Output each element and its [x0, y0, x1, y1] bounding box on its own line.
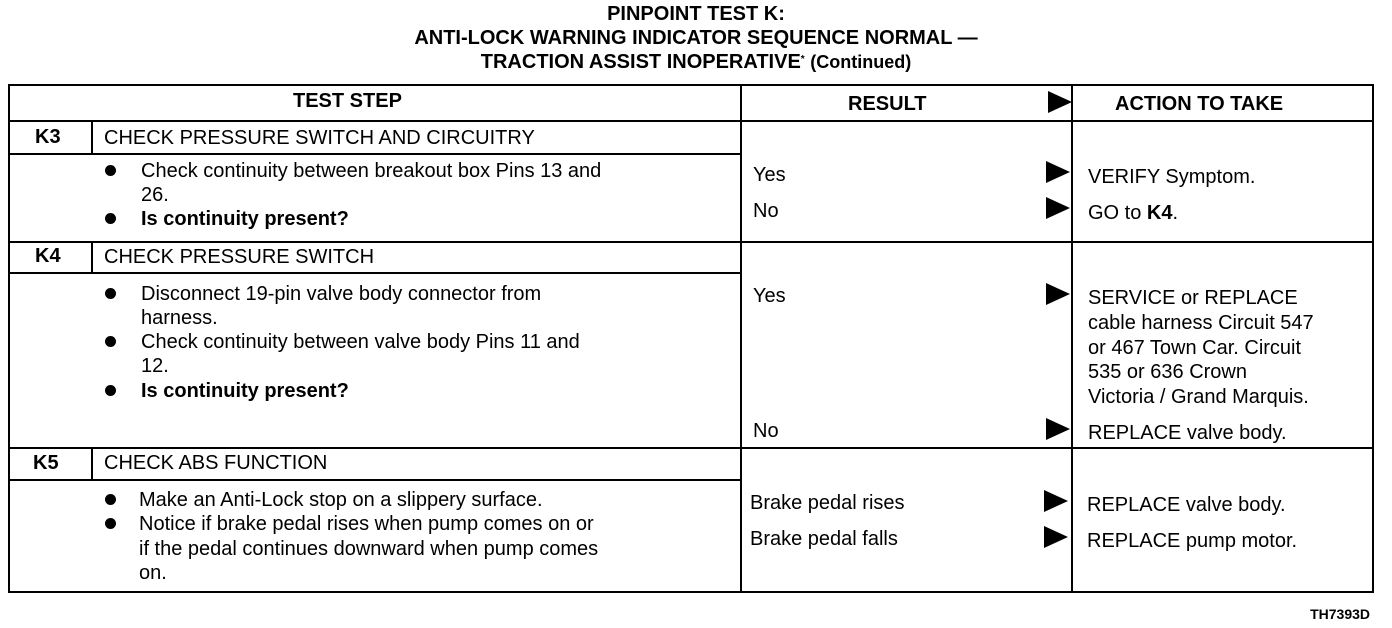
table-top-border: [8, 84, 1374, 86]
title-line-2: ANTI-LOCK WARNING INDICATOR SEQUENCE NORMAL —: [414, 27, 978, 49]
k3-no-arrow-icon: [1046, 197, 1070, 219]
k4-action-yes-line-5: Victoria / Grand Marquis.: [1088, 386, 1309, 408]
k4-title-line: [8, 272, 742, 274]
bullet-icon: [105, 213, 116, 224]
step-code-k4: K4: [35, 245, 61, 267]
k3-action-no-suffix: .: [1172, 202, 1179, 224]
k4-action-yes-line-2: cable harness Circuit 547: [1088, 312, 1314, 334]
k4-no-arrow-icon: [1046, 418, 1070, 440]
title-line-1: PINPOINT TEST K:: [607, 3, 785, 25]
k4-action-yes-line-4: 535 or 636 Crown: [1088, 361, 1247, 383]
k3-code-sep: [91, 120, 93, 155]
bullet-icon: [105, 518, 116, 529]
table-left-border: [8, 84, 10, 593]
k3-result-yes: Yes: [753, 164, 786, 186]
header-result: RESULT: [848, 93, 927, 115]
k5-bullet-2-line-1: Notice if brake pedal rises when pump comes on or: [139, 513, 594, 535]
k3-action-no-prefix: GO to: [1088, 202, 1147, 224]
col-sep-result-action: [1071, 84, 1073, 593]
k4-bullet-3: Is continuity present?: [141, 380, 349, 402]
table-bottom-border: [8, 591, 1374, 593]
title-line-3-main: TRACTION ASSIST INOPERATIVE: [480, 51, 801, 73]
step-code-k3: K3: [35, 126, 61, 148]
bullet-icon: [105, 385, 116, 396]
bullet-icon: [105, 288, 116, 299]
k5-falls-arrow-icon: [1044, 526, 1068, 548]
k3-action-yes: VERIFY Symptom.: [1088, 166, 1256, 188]
k4-bullet-2-line-1: Check continuity between valve body Pins 11 and: [141, 331, 580, 353]
step-code-k5: K5: [33, 452, 59, 474]
col-sep-step-result: [740, 84, 742, 593]
bullet-icon: [105, 494, 116, 505]
k4-yes-arrow-icon: [1046, 283, 1070, 305]
k4-code-sep: [91, 241, 93, 274]
k4-action-no: REPLACE valve body.: [1088, 422, 1287, 444]
k3-result-no: No: [753, 200, 779, 222]
k5-top-line: [8, 447, 1374, 449]
k4-action-yes-line-3: or 467 Town Car. Circuit: [1088, 337, 1302, 359]
k5-action-rises: REPLACE valve body.: [1087, 494, 1286, 516]
k5-bullet-2-line-2: if the pedal continues downward when pump comes: [139, 538, 599, 560]
k3-bullet-2: Is continuity present?: [141, 208, 349, 230]
k5-bullet-2-line-3: on.: [139, 562, 167, 584]
title-line-3: [0, 50, 1392, 74]
k5-result-falls: Brake pedal falls: [750, 528, 898, 550]
k3-bullet-1-line-1: Check continuity between breakout box Pins 13 and: [141, 160, 602, 182]
bullet-icon: [105, 336, 116, 347]
k3-bullet-1-line-2: 26.: [141, 184, 169, 206]
header-action: ACTION TO TAKE: [1115, 93, 1284, 115]
k4-action-yes-line-1: SERVICE or REPLACE: [1088, 287, 1298, 309]
bullet-icon: [105, 165, 116, 176]
k4-top-line: [8, 241, 1374, 243]
k5-rises-arrow-icon: [1044, 490, 1068, 512]
k4-bullet-1-line-2: harness.: [141, 307, 218, 329]
k5-bullet-1: Make an Anti-Lock stop on a slippery surface.: [139, 489, 543, 511]
k3-title-line: [8, 153, 742, 155]
k3-action-no: [1088, 202, 1178, 225]
step-title-k3: CHECK PRESSURE SWITCH AND CIRCUITRY: [104, 127, 535, 149]
k4-result-yes: Yes: [753, 285, 786, 307]
title-asterisk: *: [800, 54, 805, 65]
k4-bullet-1-line-1: Disconnect 19-pin valve body connector from: [141, 283, 542, 305]
step-title-k4: CHECK PRESSURE SWITCH: [104, 246, 375, 268]
k5-result-rises: Brake pedal rises: [750, 492, 905, 514]
k4-bullet-2-line-2: 12.: [141, 355, 169, 377]
header-bottom-line: [8, 120, 1374, 122]
k5-title-line: [8, 479, 742, 481]
header-test-step: TEST STEP: [293, 90, 402, 112]
k4-result-no: No: [753, 420, 779, 442]
header-arrow-icon: [1048, 91, 1072, 113]
k5-code-sep: [91, 447, 93, 481]
k3-yes-arrow-icon: [1046, 161, 1070, 183]
figure-id: TH7393D: [1310, 606, 1370, 622]
step-title-k5: CHECK ABS FUNCTION: [104, 452, 328, 474]
k5-action-falls: REPLACE pump motor.: [1087, 530, 1298, 552]
table-right-border: [1372, 84, 1374, 593]
k3-action-no-ref: K4: [1146, 202, 1173, 224]
title-continued: (Continued): [810, 52, 912, 72]
